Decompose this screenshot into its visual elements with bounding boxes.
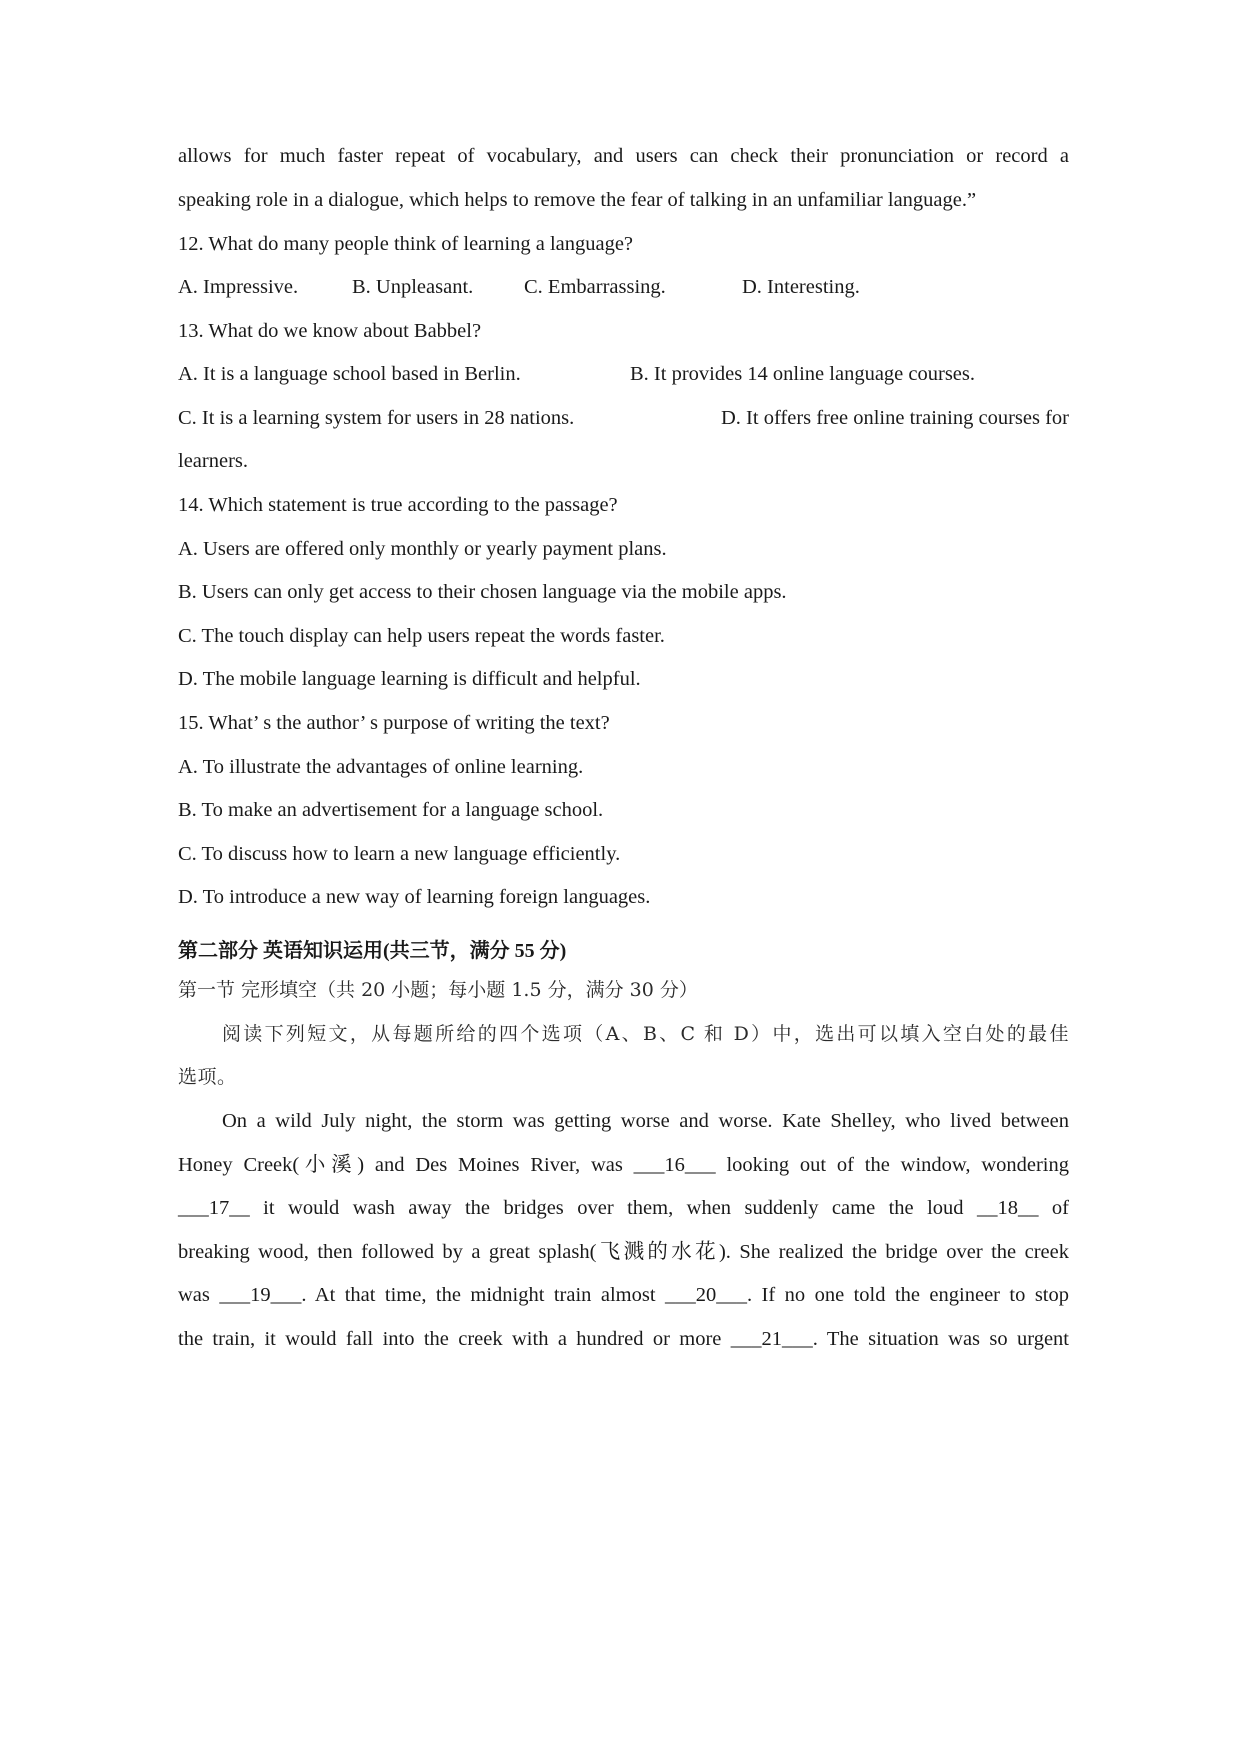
cloze-line: Honey Creek(小溪) and Des Moines River, was ___16___ looking out of the window, wondering bbox=[178, 1154, 1069, 1176]
question-stem-12: 12. What do many people think of learning a language? bbox=[178, 233, 634, 255]
option-a: A. Users are offered only monthly or yearly payment plans. bbox=[178, 538, 667, 560]
option-c: C. The touch display can help users repeat the words faster. bbox=[178, 625, 665, 647]
passage-line: speaking role in a dialogue, which helps to remove the fear of talking in an unfamiliar language.” bbox=[178, 189, 977, 211]
cloze-line: On a wild July night, the storm was getting worse and worse. Kate Shelley, who lived between bbox=[222, 1110, 1069, 1132]
option-a: A. To illustrate the advantages of online learning. bbox=[178, 756, 584, 778]
option-c: C. To discuss how to learn a new language efficiently. bbox=[178, 843, 621, 865]
question-stem-13: 13. What do we know about Babbel? bbox=[178, 320, 482, 342]
option-d: D. It offers free online training courses for bbox=[721, 407, 1069, 429]
passage-line: allows for much faster repeat of vocabulary, and users can check their pronunciation or record a bbox=[178, 145, 1069, 167]
instruction-line: 选项。 bbox=[178, 1066, 237, 1088]
cloze-line: the train, it would fall into the creek with a hundred or more ___21___. The situation was so urgent bbox=[178, 1328, 1069, 1350]
option-a: A. Impressive. bbox=[178, 276, 299, 298]
option-b: B. Unpleasant. bbox=[352, 276, 474, 298]
option-c: C. It is a learning system for users in 28 nations. bbox=[178, 407, 575, 429]
section-heading: 第一节 完形填空（共 20 小题；每小题 1.5 分，满分 30 分） bbox=[178, 979, 698, 1001]
option-a: A. It is a language school based in Berlin. bbox=[178, 363, 521, 385]
option-b: B. It provides 14 online language courses. bbox=[630, 363, 976, 385]
part-heading: 第二部分 英语知识运用(共三节，满分 55 分) bbox=[178, 940, 567, 962]
instruction-line: 阅读下列短文，从每题所给的四个选项（A、B、C 和 D）中，选出可以填入空白处的最佳 bbox=[222, 1023, 1069, 1045]
question-stem-15: 15. What’ s the author’ s purpose of writing the text? bbox=[178, 712, 610, 734]
cloze-line: breaking wood, then followed by a great splash(飞溅的水花). She realized the bridge over the creek bbox=[178, 1241, 1069, 1263]
option-d: D. Interesting. bbox=[742, 276, 860, 298]
option-b: B. Users can only get access to their chosen language via the mobile apps. bbox=[178, 581, 787, 603]
cloze-line: ___17__ it would wash away the bridges over them, when suddenly came the loud __18__ of bbox=[178, 1197, 1069, 1219]
option-d: D. To introduce a new way of learning foreign languages. bbox=[178, 886, 651, 908]
cloze-line: was ___19___. At that time, the midnight train almost ___20___. If no one told the engineer to stop bbox=[178, 1284, 1069, 1306]
option-b: B. To make an advertisement for a language school. bbox=[178, 799, 604, 821]
option-d-continued: learners. bbox=[178, 450, 248, 472]
option-c: C. Embarrassing. bbox=[524, 276, 666, 298]
option-d: D. The mobile language learning is difficult and helpful. bbox=[178, 668, 641, 690]
question-stem-14: 14. Which statement is true according to the passage? bbox=[178, 494, 618, 516]
